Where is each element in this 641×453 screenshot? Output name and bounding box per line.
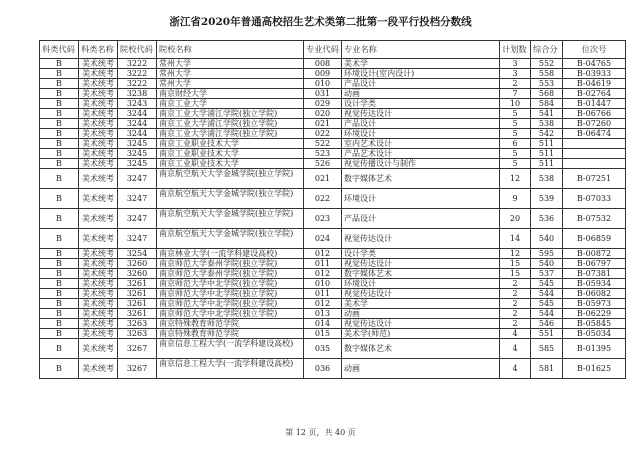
rank-cell: B-01447	[563, 99, 626, 109]
table-row	[40, 109, 626, 119]
score-cell: 595	[531, 249, 563, 259]
school-code-cell: 3244	[118, 109, 157, 119]
major-name-cell: 产品艺术设计	[342, 149, 500, 159]
kl-code-cell: B	[40, 159, 79, 169]
table-row	[40, 209, 626, 229]
plan-cell: 15	[500, 259, 531, 269]
kl-code-cell: B	[40, 69, 79, 79]
table-row	[40, 99, 626, 109]
rank-cell: B-05034	[563, 329, 626, 339]
rank-cell	[563, 139, 626, 149]
plan-cell: 9	[500, 189, 531, 209]
major-name-cell: 室内艺术设计	[342, 139, 500, 149]
plan-cell: 5	[500, 119, 531, 129]
major-code-cell: 022	[304, 129, 342, 139]
plan-cell: 5	[500, 149, 531, 159]
major-code-cell: 015	[304, 329, 342, 339]
rank-cell: B-05973	[563, 299, 626, 309]
school-code-cell: 3267	[118, 339, 157, 359]
major-name-cell: 环境设计(室内设计)	[342, 69, 500, 79]
header-kl-code: 科类代码	[40, 41, 79, 59]
page-footer: 第 12 页，共 40 页	[285, 428, 356, 437]
major-code-cell: 011	[304, 289, 342, 299]
kl-name-cell: 美术统考	[79, 289, 118, 299]
major-code-cell: 522	[304, 139, 342, 149]
header-rank: 位次号	[563, 41, 626, 59]
kl-code-cell: B	[40, 89, 79, 99]
school-name-cell: 南京航空航天大学金城学院(独立学院)	[157, 209, 304, 229]
score-cell: 553	[531, 79, 563, 89]
kl-code-cell: B	[40, 99, 79, 109]
major-name-cell: 美术学	[342, 299, 500, 309]
plan-cell: 4	[500, 339, 531, 359]
major-name-cell: 环境设计	[342, 189, 500, 209]
header-plan: 计划数	[500, 41, 531, 59]
kl-code-cell: B	[40, 279, 79, 289]
plan-cell: 14	[500, 229, 531, 249]
school-code-cell: 3247	[118, 229, 157, 249]
plan-cell: 3	[500, 69, 531, 79]
school-code-cell: 3267	[118, 359, 157, 379]
major-code-cell: 021	[304, 169, 342, 189]
major-name-cell: 产品设计	[342, 119, 500, 129]
school-code-cell: 3260	[118, 259, 157, 269]
kl-code-cell: B	[40, 289, 79, 299]
score-cell: 541	[531, 109, 563, 119]
table-row	[40, 339, 626, 359]
school-code-cell: 3222	[118, 69, 157, 79]
school-code-cell: 3261	[118, 289, 157, 299]
table-row	[40, 79, 626, 89]
major-code-cell: 009	[304, 69, 342, 79]
kl-name-cell: 美术统考	[79, 279, 118, 289]
rank-cell: B-06859	[563, 229, 626, 249]
kl-code-cell: B	[40, 249, 79, 259]
plan-cell: 5	[500, 129, 531, 139]
plan-cell: 5	[500, 109, 531, 119]
kl-code-cell: B	[40, 229, 79, 249]
kl-name-cell: 美术统考	[79, 119, 118, 129]
kl-name-cell: 美术统考	[79, 209, 118, 229]
kl-name-cell: 美术统考	[79, 339, 118, 359]
school-code-cell: 3263	[118, 319, 157, 329]
kl-name-cell: 美术统考	[79, 79, 118, 89]
major-code-cell: 010	[304, 79, 342, 89]
table-row	[40, 159, 626, 169]
kl-name-cell: 美术统考	[79, 319, 118, 329]
rank-cell: B-04619	[563, 79, 626, 89]
plan-cell: 2	[500, 299, 531, 309]
school-name-cell: 南京航空航天大学金城学院(独立学院)	[157, 169, 304, 189]
major-name-cell: 视觉传达设计	[342, 289, 500, 299]
school-name-cell: 南京航空航天大学金城学院(独立学院)	[157, 229, 304, 249]
rank-cell: B-02764	[563, 89, 626, 99]
header-school-code: 院校代码	[118, 41, 157, 59]
major-code-cell: 024	[304, 229, 342, 249]
school-code-cell: 3244	[118, 119, 157, 129]
kl-code-cell: B	[40, 169, 79, 189]
kl-code-cell: B	[40, 359, 79, 379]
major-name-cell: 视觉传达设计	[342, 229, 500, 249]
school-code-cell: 3245	[118, 159, 157, 169]
school-name-cell: 南京特殊教育师范学院	[157, 329, 304, 339]
header-kl-name: 科类名称	[79, 41, 118, 59]
major-name-cell: 设计学类	[342, 249, 500, 259]
plan-cell: 2	[500, 309, 531, 319]
major-name-cell: 动画	[342, 89, 500, 99]
header-major-code: 专业代码	[304, 41, 342, 59]
kl-name-cell: 美术统考	[79, 229, 118, 249]
plan-cell: 2	[500, 319, 531, 329]
kl-code-cell: B	[40, 329, 79, 339]
score-cell: 558	[531, 69, 563, 79]
table-row	[40, 229, 626, 249]
kl-name-cell: 美术统考	[79, 139, 118, 149]
kl-code-cell: B	[40, 79, 79, 89]
plan-cell: 10	[500, 99, 531, 109]
plan-cell: 15	[500, 269, 531, 279]
table-row	[40, 249, 626, 259]
plan-cell: 2	[500, 289, 531, 299]
kl-code-cell: B	[40, 259, 79, 269]
plan-cell: 12	[500, 169, 531, 189]
score-cell: 568	[531, 89, 563, 99]
header-school-name: 院校名称	[157, 41, 304, 59]
rank-cell: B-05845	[563, 319, 626, 329]
admission-score-table	[39, 40, 626, 379]
major-code-cell: 013	[304, 309, 342, 319]
major-name-cell: 环境设计	[342, 279, 500, 289]
school-code-cell: 3254	[118, 249, 157, 259]
score-cell: 511	[531, 149, 563, 159]
table-row	[40, 169, 626, 189]
kl-code-cell: B	[40, 309, 79, 319]
table-row	[40, 289, 626, 299]
school-name-cell: 南京林业大学(一流学科建设高校)	[157, 249, 304, 259]
major-code-cell: 023	[304, 209, 342, 229]
school-name-cell: 南京财经大学	[157, 89, 304, 99]
school-name-cell: 南京信息工程大学(一流学科建设高校)	[157, 359, 304, 379]
rank-cell: B-06474	[563, 129, 626, 139]
major-code-cell: 523	[304, 149, 342, 159]
kl-name-cell: 美术统考	[79, 89, 118, 99]
major-code-cell: 031	[304, 89, 342, 99]
table-header-row	[40, 41, 626, 59]
school-name-cell: 常州大学	[157, 69, 304, 79]
table-row	[40, 89, 626, 99]
kl-name-cell: 美术统考	[79, 149, 118, 159]
rank-cell: B-06797	[563, 259, 626, 269]
rank-cell	[563, 159, 626, 169]
school-code-cell: 3222	[118, 59, 157, 69]
major-name-cell: 数字媒体艺术	[342, 339, 500, 359]
kl-name-cell: 美术统考	[79, 109, 118, 119]
major-code-cell: 029	[304, 99, 342, 109]
school-code-cell: 3247	[118, 169, 157, 189]
header-score: 综合分	[531, 41, 563, 59]
kl-code-cell: B	[40, 129, 79, 139]
school-name-cell: 南京工业职业技术大学	[157, 149, 304, 159]
kl-code-cell: B	[40, 149, 79, 159]
score-cell: 546	[531, 319, 563, 329]
major-code-cell: 012	[304, 299, 342, 309]
table-row	[40, 69, 626, 79]
major-code-cell: 035	[304, 339, 342, 359]
kl-name-cell: 美术统考	[79, 299, 118, 309]
kl-code-cell: B	[40, 119, 79, 129]
kl-name-cell: 美术统考	[79, 59, 118, 69]
plan-cell: 7	[500, 89, 531, 99]
kl-name-cell: 美术统考	[79, 129, 118, 139]
school-code-cell: 3260	[118, 269, 157, 279]
rank-cell: B-07532	[563, 209, 626, 229]
rank-cell: B-01395	[563, 339, 626, 359]
school-name-cell: 南京特殊教育师范学院	[157, 319, 304, 329]
major-code-cell: 012	[304, 249, 342, 259]
school-code-cell: 3261	[118, 299, 157, 309]
score-cell: 511	[531, 139, 563, 149]
kl-code-cell: B	[40, 339, 79, 359]
kl-name-cell: 美术统考	[79, 189, 118, 209]
score-cell: 581	[531, 359, 563, 379]
school-name-cell: 南京航空航天大学金城学院(独立学院)	[157, 189, 304, 209]
header-major-name: 专业名称	[342, 41, 500, 59]
rank-cell: B-01625	[563, 359, 626, 379]
major-name-cell: 环境设计	[342, 129, 500, 139]
table-row	[40, 59, 626, 69]
school-name-cell: 南京工业大学浦江学院(独立学院)	[157, 129, 304, 139]
major-code-cell: 022	[304, 189, 342, 209]
score-cell: 551	[531, 329, 563, 339]
kl-code-cell: B	[40, 139, 79, 149]
major-code-cell: 012	[304, 269, 342, 279]
school-code-cell: 3261	[118, 309, 157, 319]
score-cell: 544	[531, 309, 563, 319]
kl-name-cell: 美术统考	[79, 249, 118, 259]
kl-name-cell: 美术统考	[79, 269, 118, 279]
school-name-cell: 南京师范大学中北学院(独立学院)	[157, 299, 304, 309]
school-code-cell: 3247	[118, 189, 157, 209]
school-name-cell: 南京师范大学中北学院(独立学院)	[157, 309, 304, 319]
kl-code-cell: B	[40, 109, 79, 119]
major-name-cell: 美术学(师范)	[342, 329, 500, 339]
rank-cell: B-06082	[563, 289, 626, 299]
table-row	[40, 189, 626, 209]
major-name-cell: 美术学	[342, 59, 500, 69]
kl-code-cell: B	[40, 319, 79, 329]
school-code-cell: 3263	[118, 329, 157, 339]
table-row	[40, 269, 626, 279]
rank-cell: B-07033	[563, 189, 626, 209]
table-row	[40, 259, 626, 269]
major-code-cell: 526	[304, 159, 342, 169]
score-cell: 552	[531, 59, 563, 69]
score-cell: 538	[531, 169, 563, 189]
score-cell: 538	[531, 119, 563, 129]
plan-cell: 2	[500, 279, 531, 289]
school-code-cell: 3238	[118, 89, 157, 99]
table-row	[40, 139, 626, 149]
table-row	[40, 359, 626, 379]
school-name-cell: 南京师范大学泰州学院(独立学院)	[157, 269, 304, 279]
school-code-cell: 3261	[118, 279, 157, 289]
score-cell: 540	[531, 259, 563, 269]
rank-cell	[563, 149, 626, 159]
score-cell: 511	[531, 159, 563, 169]
table-row	[40, 309, 626, 319]
major-name-cell: 动画	[342, 309, 500, 319]
school-code-cell: 3243	[118, 99, 157, 109]
major-name-cell: 视觉传播设计与制作	[342, 159, 500, 169]
school-code-cell: 3244	[118, 129, 157, 139]
school-name-cell: 南京工业大学浦江学院(独立学院)	[157, 119, 304, 129]
score-cell: 544	[531, 289, 563, 299]
school-code-cell: 3222	[118, 79, 157, 89]
rank-cell: B-06766	[563, 109, 626, 119]
school-name-cell: 南京工业职业技术大学	[157, 159, 304, 169]
table-row	[40, 149, 626, 159]
score-cell: 540	[531, 229, 563, 249]
major-name-cell: 产品设计	[342, 209, 500, 229]
kl-code-cell: B	[40, 299, 79, 309]
school-name-cell: 南京师范大学中北学院(独立学院)	[157, 289, 304, 299]
table-row	[40, 129, 626, 139]
major-name-cell: 视觉传达设计	[342, 109, 500, 119]
table-row	[40, 299, 626, 309]
major-code-cell: 036	[304, 359, 342, 379]
rank-cell: B-06229	[563, 309, 626, 319]
school-name-cell: 常州大学	[157, 79, 304, 89]
plan-cell: 2	[500, 79, 531, 89]
kl-name-cell: 美术统考	[79, 309, 118, 319]
table-row	[40, 319, 626, 329]
kl-name-cell: 美术统考	[79, 259, 118, 269]
score-cell: 584	[531, 99, 563, 109]
major-name-cell: 动画	[342, 359, 500, 379]
plan-cell: 3	[500, 59, 531, 69]
school-name-cell: 南京师范大学中北学院(独立学院)	[157, 279, 304, 289]
plan-cell: 5	[500, 159, 531, 169]
table-row	[40, 279, 626, 289]
kl-code-cell: B	[40, 59, 79, 69]
score-cell: 545	[531, 299, 563, 309]
major-name-cell: 设计学类	[342, 99, 500, 109]
rank-cell: B-04765	[563, 59, 626, 69]
school-code-cell: 3245	[118, 139, 157, 149]
school-name-cell: 南京工业大学浦江学院(独立学院)	[157, 109, 304, 119]
rank-cell: B-05934	[563, 279, 626, 289]
kl-name-cell: 美术统考	[79, 359, 118, 379]
plan-cell: 6	[500, 139, 531, 149]
plan-cell: 4	[500, 329, 531, 339]
major-code-cell: 011	[304, 259, 342, 269]
major-name-cell: 数字媒体艺术	[342, 269, 500, 279]
score-cell: 537	[531, 269, 563, 279]
kl-name-cell: 美术统考	[79, 69, 118, 79]
kl-code-cell: B	[40, 209, 79, 229]
score-cell: 542	[531, 129, 563, 139]
major-code-cell: 021	[304, 119, 342, 129]
major-code-cell: 020	[304, 109, 342, 119]
rank-cell: B-00872	[563, 249, 626, 259]
rank-cell: B-07381	[563, 269, 626, 279]
score-cell: 539	[531, 189, 563, 209]
school-name-cell: 南京师范大学泰州学院(独立学院)	[157, 259, 304, 269]
plan-cell: 12	[500, 249, 531, 259]
kl-code-cell: B	[40, 269, 79, 279]
page-title: 浙江省2020年普通高校招生艺术类第二批第一段平行投档分数线	[169, 16, 472, 28]
major-name-cell: 数字媒体艺术	[342, 169, 500, 189]
score-cell: 545	[531, 279, 563, 289]
rank-cell: B-07260	[563, 119, 626, 129]
kl-name-cell: 美术统考	[79, 169, 118, 189]
major-name-cell: 视觉传达设计	[342, 259, 500, 269]
kl-name-cell: 美术统考	[79, 99, 118, 109]
kl-name-cell: 美术统考	[79, 159, 118, 169]
school-code-cell: 3247	[118, 209, 157, 229]
major-code-cell: 014	[304, 319, 342, 329]
rank-cell: B-07251	[563, 169, 626, 189]
major-code-cell: 008	[304, 59, 342, 69]
school-name-cell: 南京工业大学	[157, 99, 304, 109]
rank-cell: B-03933	[563, 69, 626, 79]
plan-cell: 20	[500, 209, 531, 229]
major-name-cell: 产品设计	[342, 79, 500, 89]
major-name-cell: 视觉传达设计	[342, 319, 500, 329]
school-name-cell: 南京信息工程大学(一流学科建设高校)	[157, 339, 304, 359]
major-code-cell: 010	[304, 279, 342, 289]
school-name-cell: 常州大学	[157, 59, 304, 69]
kl-code-cell: B	[40, 189, 79, 209]
table-row	[40, 329, 626, 339]
score-cell: 585	[531, 339, 563, 359]
score-cell: 536	[531, 209, 563, 229]
plan-cell: 4	[500, 359, 531, 379]
kl-name-cell: 美术统考	[79, 329, 118, 339]
school-name-cell: 南京工业职业技术大学	[157, 139, 304, 149]
table-row	[40, 119, 626, 129]
table-body	[40, 59, 626, 379]
school-code-cell: 3245	[118, 149, 157, 159]
